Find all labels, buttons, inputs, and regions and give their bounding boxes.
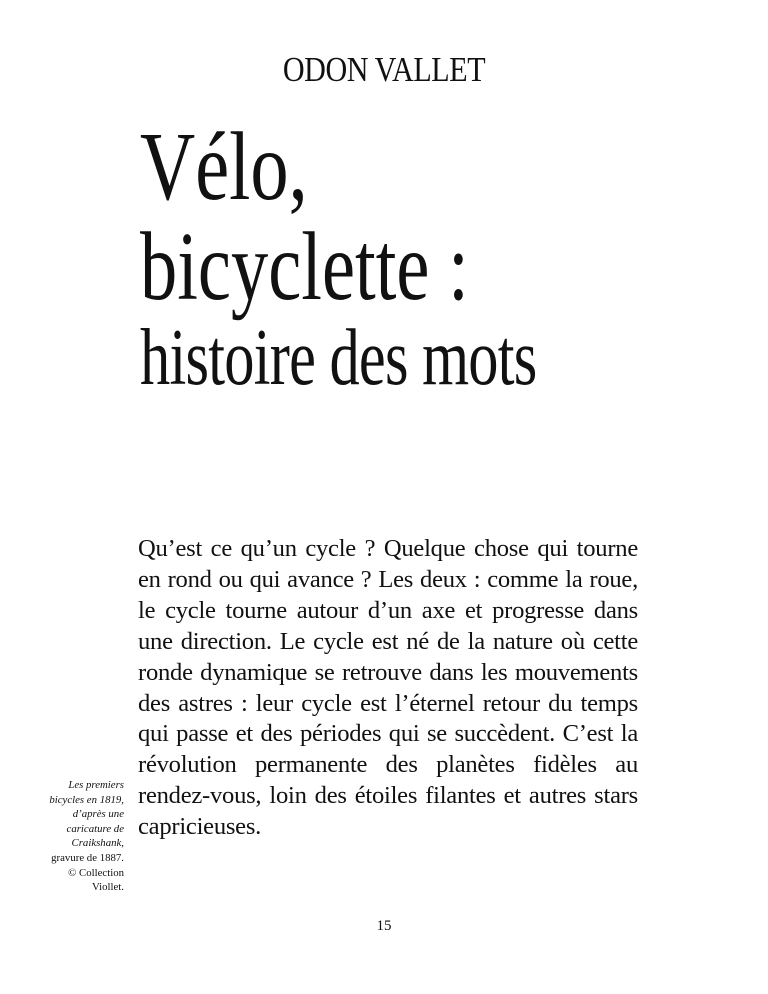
image-caption [46, 778, 124, 895]
title-line-1: Vélo, [140, 113, 308, 221]
title-line-2: bicyclette : [140, 213, 469, 321]
title-line-3: histoire des mots [140, 314, 537, 402]
caption-credit: © Collection Viollet. [68, 866, 124, 894]
caption-date: gravure de 1887. [51, 851, 124, 864]
body-text [138, 534, 638, 843]
page-number: 15 [376, 918, 392, 934]
caption-italic: Les premiers bicycles en 1819, d’après une caricature de Craikshank, [49, 779, 124, 850]
body-paragraph: Qu’est ce qu’un cycle ? Quelque chose qui tourne en rond ou qui avance ? Les deux : comme la roue, le cycle tourne autour d’un axe et progresse dans une direction. Le cycle est né de la nature où cette ronde dynamique se retrouve dans les mouvements des astres : leur cycle est l’éternel retour du temps qui passe et des périodes qui se succèdent. C’est la révolution permanente des planètes fidèles au rendez-vous, loin des étoiles filantes et autres stars capricieuses. [138, 535, 638, 841]
author-name: ODON VALLET [282, 50, 486, 89]
